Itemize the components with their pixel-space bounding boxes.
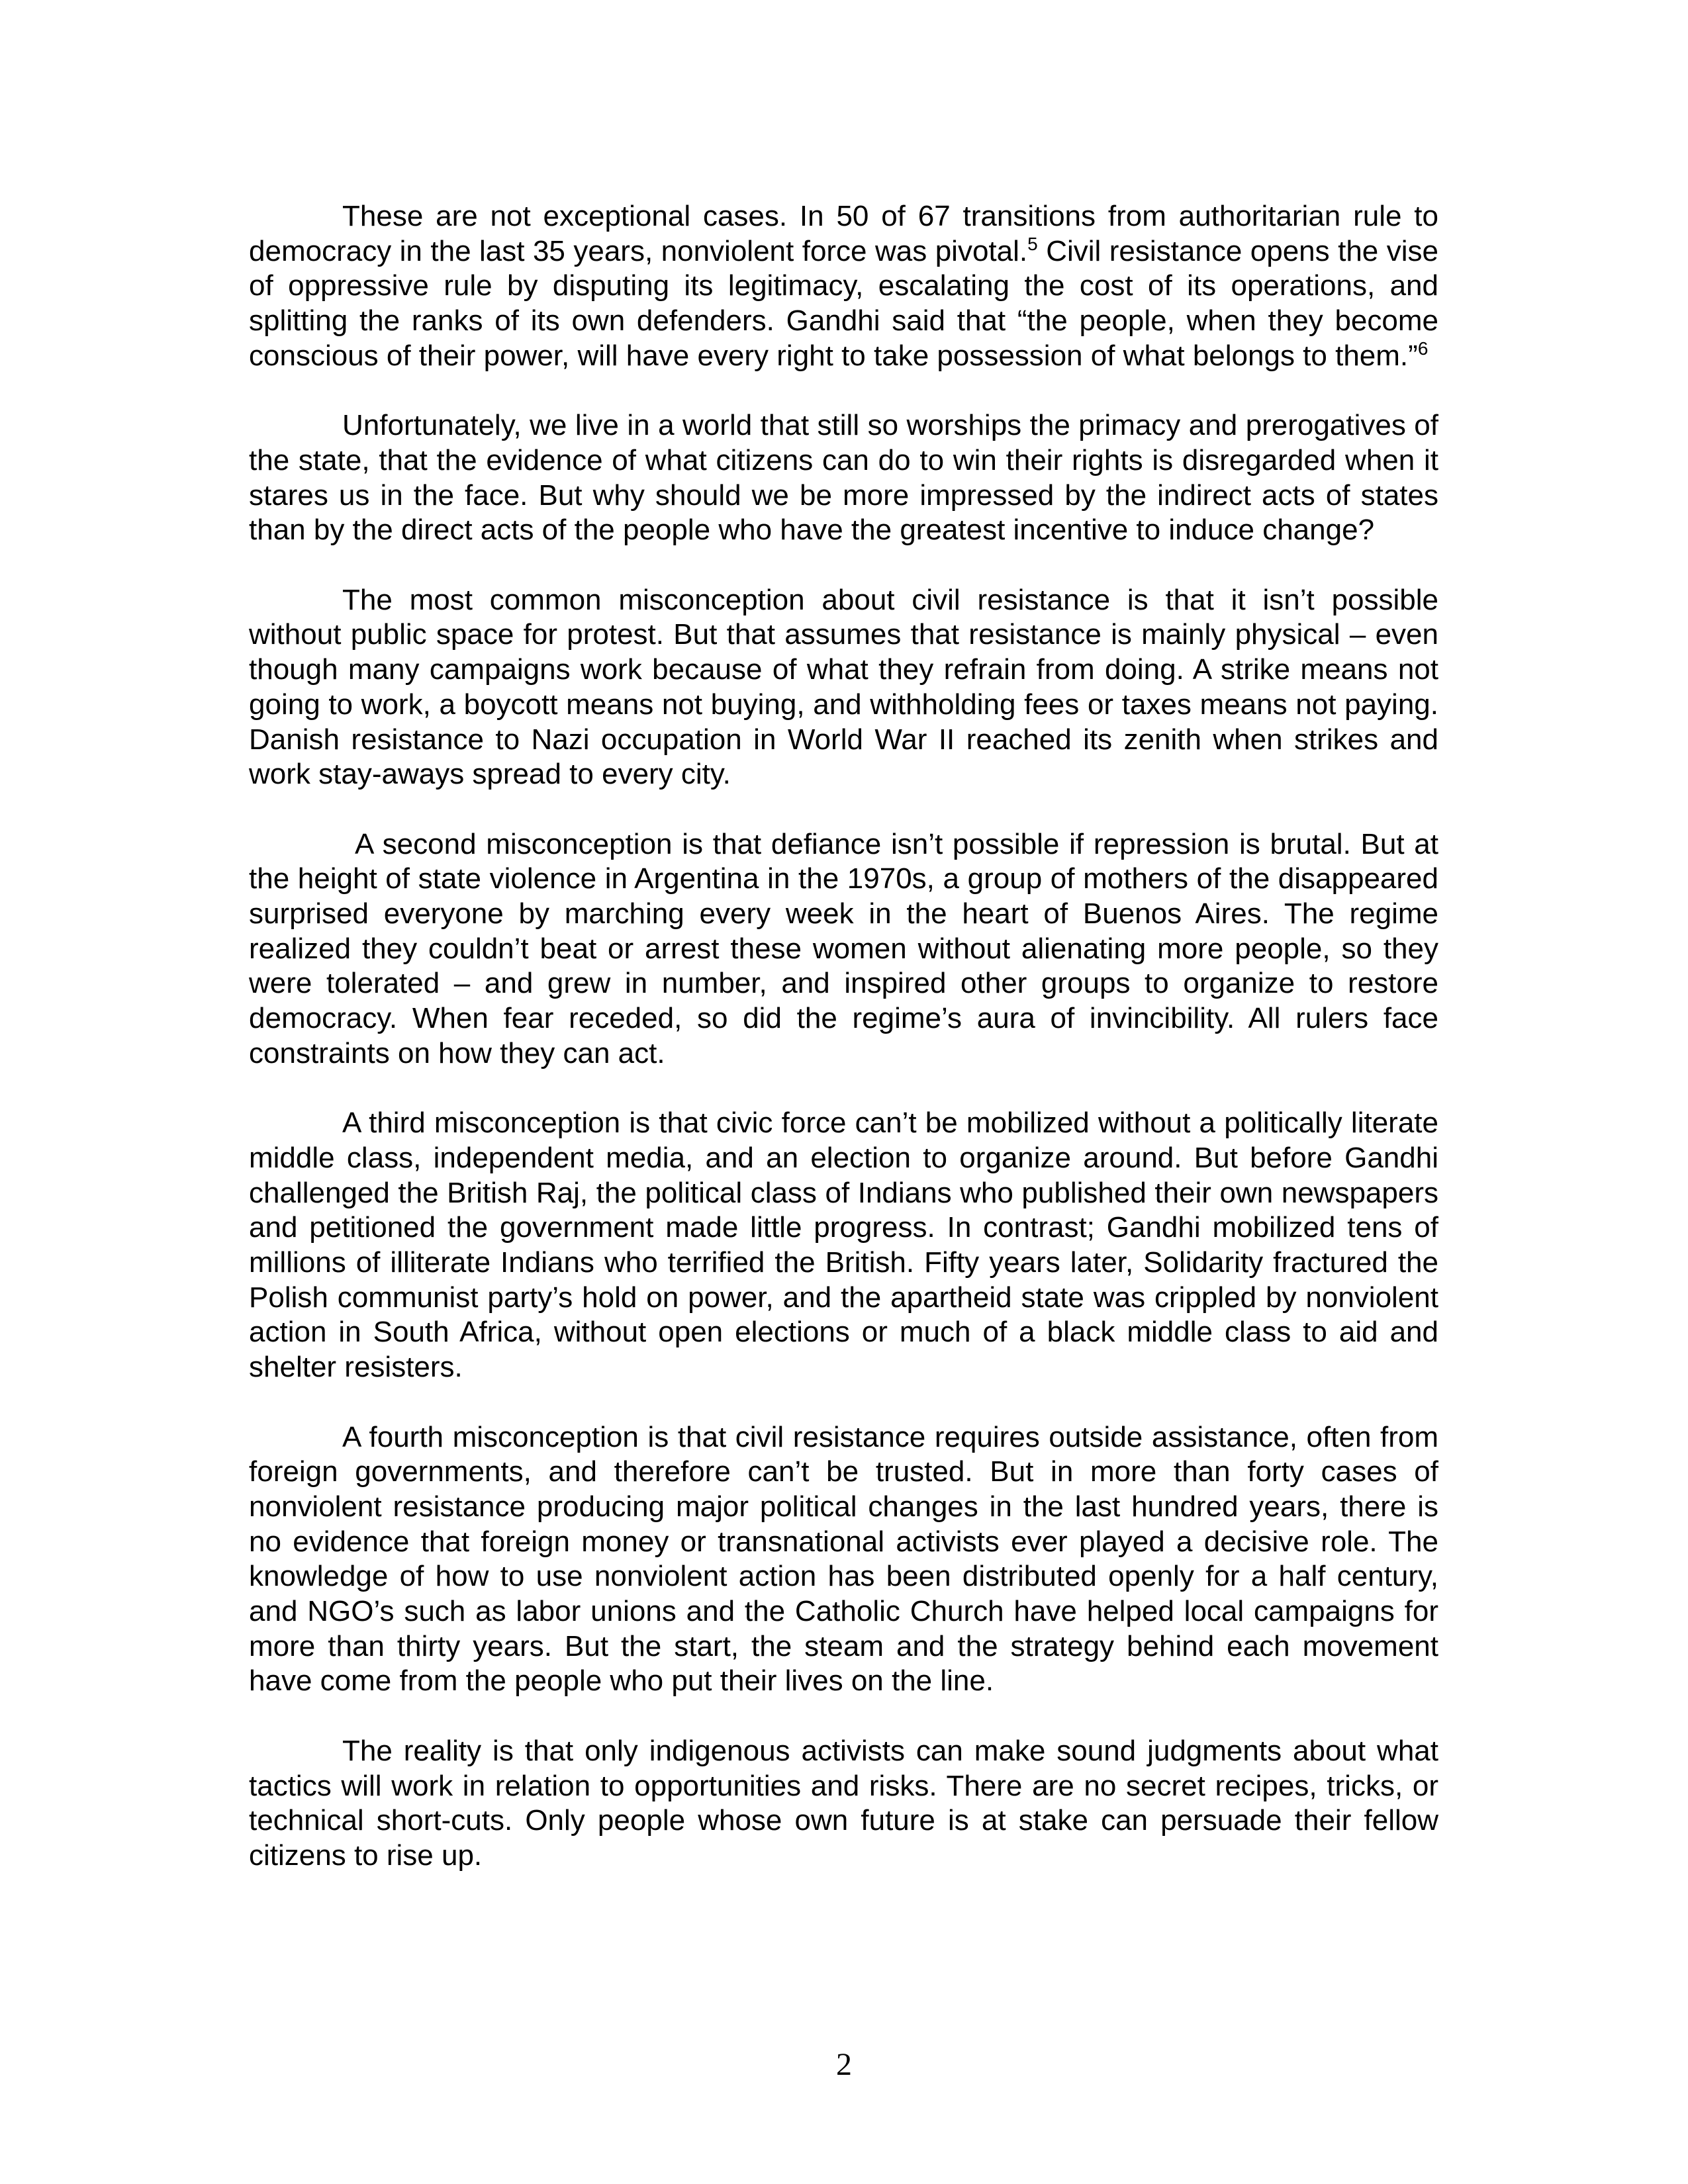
- paragraph-reality: [249, 1734, 1438, 1874]
- paragraph-text: The reality is that only indigenous activists can make sound judgments about what tactics will work in relation to opportunities and risks. There are no secret recipes, tricks, or technical short-cuts. Only people whose own future is at stake can persuade their fellow citizens to rise up.: [249, 1734, 1438, 1872]
- paragraph-text: These are not exceptional cases. In 50 of 67 transitions from authoritarian rule to democracy in the last 35 years, nonviolent force was pivotal.: [249, 200, 1438, 267]
- paragraph-state-primacy: [249, 408, 1438, 548]
- body-text: [249, 199, 1438, 1874]
- paragraph-text: Unfortunately, we live in a world that still so worships the primacy and prerogatives of the state, that the evidence of what citizens can do to win their rights is disregarded when it stares us in the face. But why should we be more impressed by the indirect acts of states than by the direct acts of the people who have the greatest incentive to induce change?: [249, 409, 1438, 547]
- paragraph-second-misconception: [249, 827, 1438, 1071]
- paragraph-text: The most common misconception about civil resistance is that it isn’t possible without public space for protest. But that assumes that resistance is mainly physical – even though many campaigns work because of what they refrain from doing. A strike means not going to work, a boycott means not buying, and withholding fees or taxes means not paying. Danish resistance to Nazi occupation in World War II reached its zenith when strikes and work stay-aways spread to every city.: [249, 583, 1438, 791]
- paragraph-text: A fourth misconception is that civil resistance requires outside assistance, often from foreign governments, and therefore can’t be trusted. But in more than forty cases of nonviolent resistance producing major political changes in the last hundred years, there is no evidence that foreign money or transnational activists ever played a decisive role. The knowledge of how to use nonviolent action has been distributed openly for a half century, and NGO’s such as labor unions and the Catholic Church have helped local campaigns for more than thirty years. But the start, the steam and the strategy behind each movement have come from the people who put their lives on the line.: [249, 1420, 1438, 1698]
- paragraph-transitions: [249, 199, 1438, 374]
- paragraph-first-misconception: [249, 583, 1438, 792]
- footnote-marker[interactable]: 5: [1027, 233, 1038, 254]
- paragraph-third-misconception: [249, 1106, 1438, 1385]
- footnote-marker[interactable]: 6: [1417, 338, 1429, 359]
- paragraph-text: A second misconception is that defiance isn’t possible if repression is brutal. But at the height of state violence in Argentina in the 1970s, a group of mothers of the disappeared surprised everyone by marching every week in the heart of Buenos Aires. The regime realized they couldn’t beat or arrest these women without alienating more people, so they were tolerated – and grew in number, and inspired other groups to organize to restore democracy. When fear receded, so did the regime’s aura of invincibility. All rulers face constraints on how they can act.: [249, 827, 1438, 1069]
- paragraph-fourth-misconception: [249, 1420, 1438, 1700]
- paragraph-text: Civil resistance opens the vise of oppressive rule by disputing its legitimacy, escalating the cost of its operations, and splitting the ranks of its own defenders. Gandhi said that “the people, when they become conscious of their power, will have every right to take possession of what belongs to them.”: [249, 234, 1438, 372]
- page-number: 2: [836, 2047, 852, 2082]
- paragraph-text: A third misconception is that civic force can’t be mobilized without a politically literate middle class, independent media, and an election to organize around. But before Gandhi challenged the British Raj, the political class of Indians who published their own newspapers and petitioned the government made little progress. In contrast; Gandhi mobilized tens of millions of illiterate Indians who terrified the British. Fifty years later, Solidarity fractured the Polish communist party’s hold on power, and the apartheid state was crippled by nonviolent action in South Africa, without open elections or much of a black middle class to aid and shelter resisters.: [249, 1107, 1438, 1384]
